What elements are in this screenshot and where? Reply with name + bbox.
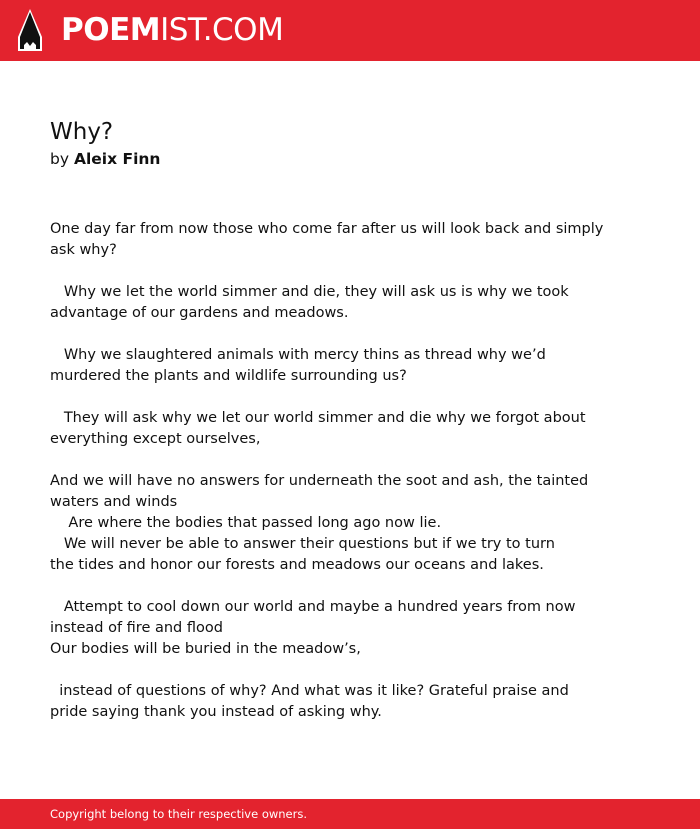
poem-byline (50, 148, 160, 170)
logo-text-bold: POEM (61, 12, 161, 48)
site-footer (0, 799, 700, 829)
poem-line: Why we let the world simmer and die, they will ask us is why we took (50, 284, 569, 300)
stanza-break (50, 660, 650, 681)
poem-line: Attempt to cool down our world and maybe a hundred years from now (50, 599, 576, 615)
poem-title: Why? (50, 119, 114, 145)
poem-body (50, 219, 650, 723)
stanza-break (50, 324, 650, 345)
poem-line: Why we slaughtered animals with mercy thins as thread why we’d (50, 347, 546, 363)
stanza-break (50, 450, 650, 471)
poem-line: Are where the bodies that passed long ago now lie. (50, 515, 442, 531)
stanza-break (50, 576, 650, 597)
site-header (0, 0, 700, 61)
poem-line: instead of questions of why? And what was it like? Grateful praise and (50, 683, 569, 699)
poem-line: And we will have no answers for underneath the soot and ash, the tainted (50, 473, 589, 489)
poem-author: Aleix Finn (73, 150, 161, 168)
stanza-break (50, 261, 650, 282)
poem-line: pride saying thank you instead of asking why. (50, 704, 382, 720)
pencil-tip-icon[interactable] (18, 9, 42, 51)
stanza-break (50, 387, 650, 408)
logo-text-light: IST.COM (160, 12, 284, 48)
poem-line: the tides and honor our forests and meadows our oceans and lakes. (50, 557, 544, 573)
site-logo[interactable] (61, 11, 283, 49)
poem-line: They will ask why we let our world simmer and die why we forgot about (50, 410, 586, 426)
poem-line: ask why? (50, 242, 117, 258)
poem-line: everything except ourselves, (50, 431, 261, 447)
copyright-notice: Copyright belong to their respective owners. (50, 807, 308, 821)
poem-line: instead of fire and flood (50, 620, 223, 636)
poem-line: advantage of our gardens and meadows. (50, 305, 349, 321)
poem-line: We will never be able to answer their questions but if we try to turn (50, 536, 555, 552)
poem-line: murdered the plants and wildlife surrounding us? (50, 368, 407, 384)
by-label: by (50, 150, 70, 168)
poem-line: Our bodies will be buried in the meadow’s, (50, 641, 361, 657)
poem-line: One day far from now those who come far after us will look back and simply (50, 221, 604, 237)
poem-line: waters and winds (50, 494, 178, 510)
